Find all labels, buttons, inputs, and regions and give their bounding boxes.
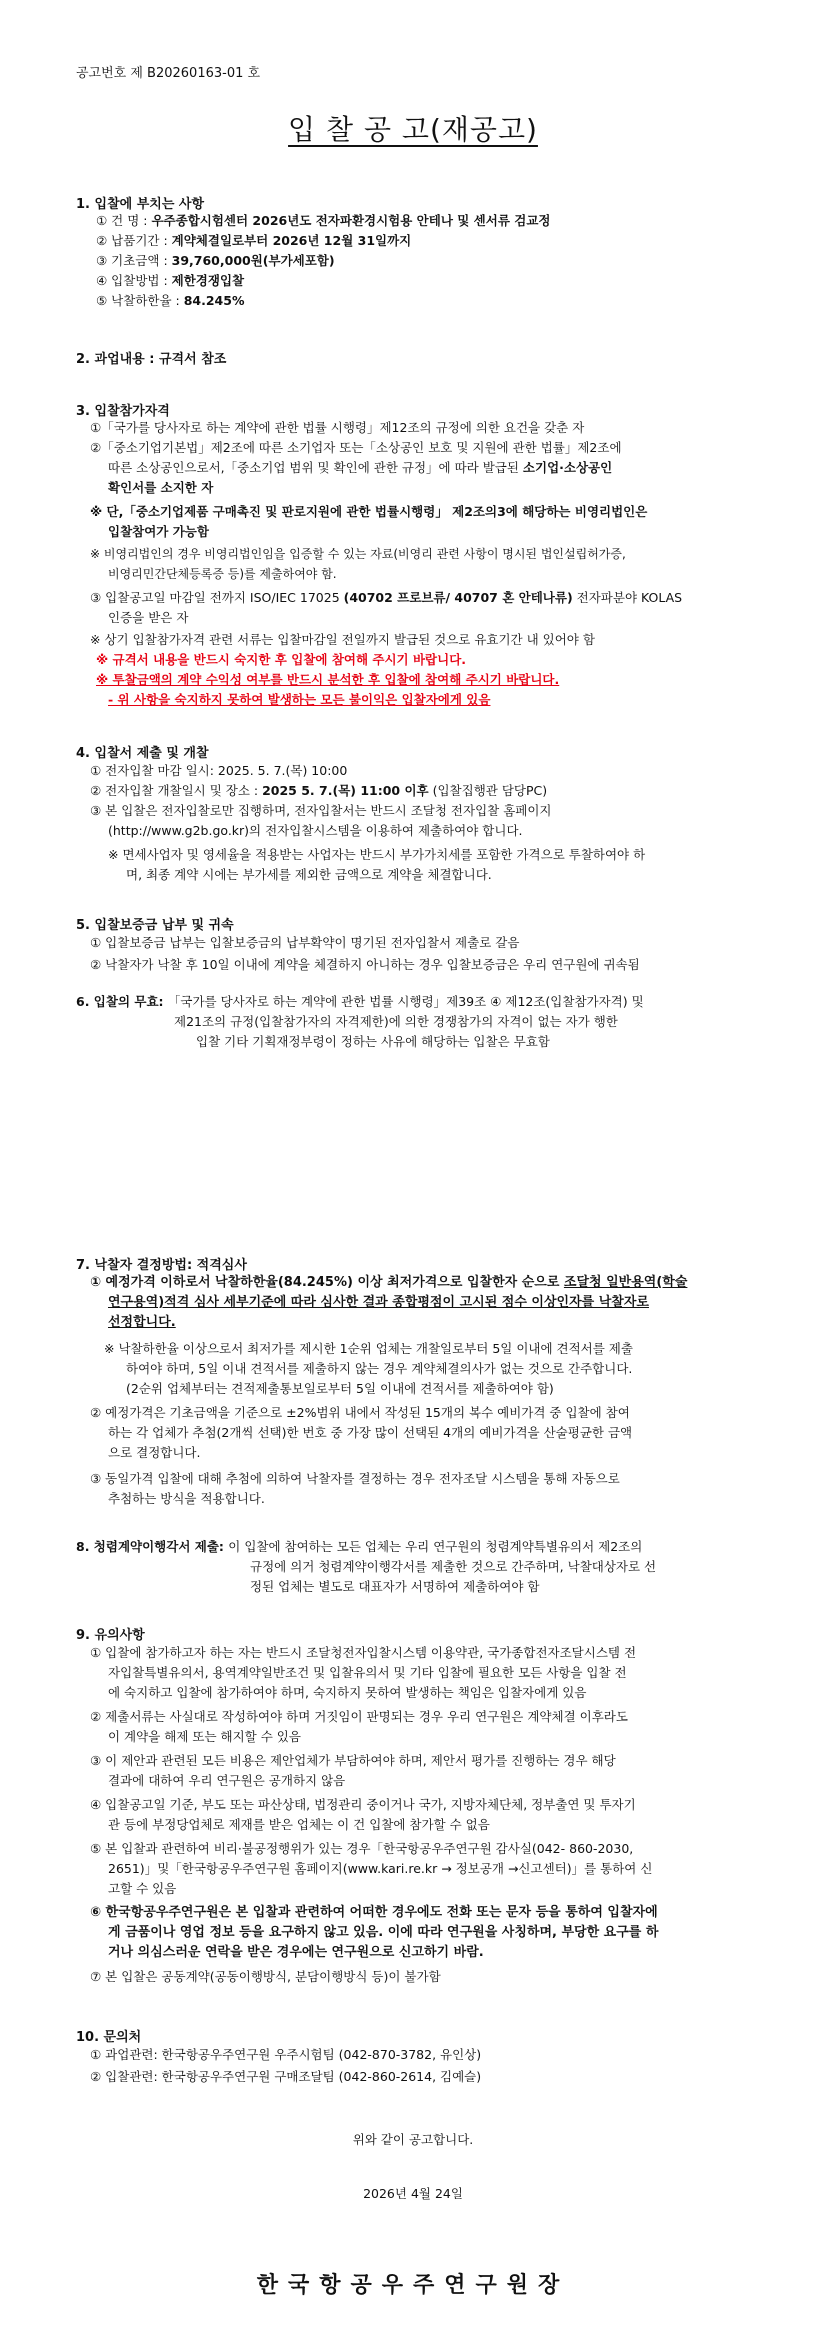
s7-line: ※ 낙찰하한율 이상으로서 최저가를 제시한 1순위 업체는 개찰일로부터 5일 이내에 견적서를 제출 (104, 1341, 633, 1356)
s9-line: 거나 의심스러운 연락을 받은 경우에는 연구원으로 신고하기 바람. (108, 1945, 484, 1960)
notice-date: 2026년 4월 24일 (363, 2186, 463, 2201)
s3-line: ※ 비영리법인의 경우 비영리법인임을 입증할 수 있는 자료(비영리 관련 사항이 명시된 법인설립허가증, (90, 547, 626, 561)
s9-line: ③ 이 제안과 관련된 모든 비용은 제안업체가 부담하여야 하며, 제안서 평가를 진행하는 경우 해당 (90, 1753, 616, 1768)
notice-number: 공고번호 제 B20260163-01 호 (76, 66, 261, 81)
signature: 한국항공우주연구원장 (256, 2272, 570, 2298)
s4-line: ③ 본 입찰은 전자입찰로만 집행하며, 전자입찰서는 반드시 조달청 전자입찰 홈페이지 (90, 803, 552, 818)
s4-line: 며, 최종 계약 시에는 부가세를 제외한 금액으로 계약을 체결합니다. (126, 867, 492, 882)
s4-line: ① 전자입찰 마감 일시: 2025. 5. 7.(목) 10:00 (90, 763, 348, 778)
s9-line: ⑤ 본 입찰과 관련하여 비리·불공정행위가 있는 경우「한국항공우주연구원 감사실(042- 860-2030, (90, 1841, 634, 1856)
s7-line: 으로 결정합니다. (108, 1445, 201, 1460)
section-2-heading: 2. 과업내용 : 규격서 참조 (76, 352, 227, 367)
s5-line: ① 입찰보증금 납부는 입찰보증금의 납부확약이 명기된 전자입찰서 제출로 갈음 (90, 935, 520, 950)
s9-line: 고할 수 있음 (108, 1881, 177, 1896)
s3-line: 확인서를 소지한 자 (108, 480, 214, 495)
section-9-heading: 9. 유의사항 (76, 1628, 145, 1643)
s9-line: 관 등에 부정당업체로 제재를 받은 업체는 이 건 입찰에 참가할 수 없음 (108, 1817, 490, 1832)
s7-line: 하는 각 업체가 추첨(2개씩 선택)한 번호 중 가장 많이 선택된 4개의 예비가격을 산술평균한 금액 (108, 1425, 633, 1440)
s6-line: 입찰 기타 기획재정부령이 정하는 사유에 해당하는 입찰은 무효함 (196, 1034, 550, 1049)
s9-line: 자입찰특별유의서, 용역계약일반조건 및 입찰유의서 및 기타 입찰에 필요한 모든 사항을 입찰 전 (108, 1665, 627, 1680)
s5-line: ② 낙찰자가 낙찰 후 10일 이내에 계약을 체결하지 아니하는 경우 입찰보증금은 우리 연구원에 귀속됨 (90, 957, 640, 972)
s3-line: ①「국가를 당사자로 하는 계약에 관한 법률 시행령」제12조의 규정에 의한 요건을 갖춘 자 (90, 420, 585, 435)
s9-line: ① 입찰에 참가하고자 하는 자는 반드시 조달청전자입찰시스템 이용약관, 국가종합전자조달시스템 전 (90, 1645, 637, 1660)
section-5-heading: 5. 입찰보증금 납부 및 귀속 (76, 918, 234, 933)
s3-line: ③ 입찰공고일 마감일 전까지 ISO/IEC 17025 (40702 프로브류/ 40707 혼 안테나류) 전자파분야 KOLAS (90, 590, 683, 605)
s8-line: 규정에 의거 청렴계약이행각서를 제출한 것으로 간주하며, 낙찰대상자로 선 (250, 1559, 657, 1574)
s3-line: ※ 단,「중소기업제품 구매촉진 및 판로지원에 관한 법률시행령」 제2조의3에 해당하는 비영리법인은 (90, 504, 648, 519)
s3-warning: ※ 투찰금액의 계약 수익성 여부를 반드시 분석한 후 입찰에 참여해 주시기 바랍니다. (96, 672, 560, 687)
s1-item-period: ② 납품기간 : 계약체결일로부터 2026년 12월 31일까지 (96, 233, 412, 248)
s7-line: ② 예정가격은 기초금액을 기준으로 ±2%범위 내에서 작성된 15개의 복수 예비가격 중 입찰에 참여 (90, 1405, 630, 1420)
section-10-heading: 10. 문의처 (76, 2030, 142, 2045)
s4-line: ② 전자입찰 개찰일시 및 장소 : 2025 5. 7.(목) 11:00 이후 (입찰집행관 담당PC) (90, 783, 548, 798)
s3-line: 비영리민간단체등록증 등)를 제출하여야 함. (108, 567, 337, 581)
s1-item-base-price: ③ 기초금액 : 39,760,000원(부가세포함) (96, 253, 335, 268)
s7-line: 하여야 하며, 5일 이내 견적서를 제출하지 않는 경우 계약체결의사가 없는 것으로 간주합니다. (126, 1361, 633, 1376)
s9-line: 게 금품이나 영업 정보 등을 요구하지 않고 있음. 이에 따라 연구원을 사칭하며, 부당한 요구를 하 (108, 1925, 659, 1940)
s7-line: ③ 동일가격 입찰에 대해 추첨에 의하여 낙찰자를 결정하는 경우 전자조달 시스템을 통해 자동으로 (90, 1471, 620, 1486)
s3-line: ②「중소기업기본법」제2조에 따른 소기업자 또는「소상공인 보호 및 지원에 관한 법률」제2조에 (90, 440, 622, 455)
s7-line: (2순위 업체부터는 견적제출통보일로부터 5일 이내에 견적서를 제출하여야 함) (126, 1381, 554, 1396)
section-3-heading: 3. 입찰참가자격 (76, 404, 170, 419)
s9-line: ④ 입찰공고일 기준, 부도 또는 파산상태, 법정관리 중이거나 국가, 지방자체단체, 정부출연 및 투자기 (90, 1797, 636, 1812)
s4-line: (http://www.g2b.go.kr)의 전자입찰시스템을 이용하여 제출하여야 합니다. (108, 823, 523, 838)
s10-line: ① 과업관련: 한국항공우주연구원 우주시험팀 (042-870-3782, 유인상) (90, 2047, 482, 2062)
s7-line: ① 예정가격 이하로서 낙찰하한율(84.245%) 이상 최저가격으로 입찰한자 순으로 조달청 일반용역(학술 (90, 1275, 688, 1290)
section-4-heading: 4. 입찰서 제출 및 개찰 (76, 746, 209, 761)
s7-line: 추첨하는 방식을 적용합니다. (108, 1491, 265, 1506)
s3-line: ※ 상기 입찰참가자격 관련 서류는 입찰마감일 전일까지 발급된 것으로 유효기간 내 있어야 함 (90, 632, 595, 647)
s9-line: ⑥ 한국항공우주연구원은 본 입찰과 관련하여 어떠한 경우에도 전화 또는 문자 등을 통하여 입찰자에 (90, 1905, 658, 1920)
s10-line: ② 입찰관련: 한국항공우주연구원 구매조달팀 (042-860-2614, 김예슬) (90, 2069, 482, 2084)
closing-text: 위와 같이 공고합니다. (352, 2132, 474, 2147)
section-8-heading: 8. 청렴계약이행각서 제출: (76, 1539, 229, 1554)
s7-line: 선정합니다. (108, 1315, 176, 1330)
section-7-heading: 7. 낙찰자 결정방법: 적격심사 (76, 1258, 247, 1273)
s6-line: 6. 입찰의 무효: 「국가를 당사자로 하는 계약에 관한 법률 시행령」제39조 ④ 제12조(입찰참가자격) 및 (76, 994, 644, 1009)
s9-line: 에 숙지하고 입찰에 참가하여야 하며, 숙지하지 못하여 발생하는 책임은 입찰자에게 있음 (108, 1685, 587, 1700)
s8-line: 정된 업체는 별도로 대표자가 서명하여 제출하여야 함 (250, 1579, 540, 1594)
s7-line: 연구용역)적격 심사 세부기준에 따라 심사한 결과 종합평점이 고시된 점수 이상인자를 낙찰자로 (108, 1295, 649, 1310)
s1-item-min-rate: ⑤ 낙찰하한율 : 84.245% (96, 293, 245, 308)
s1-item-bid-method: ④ 입찰방법 : 제한경쟁입찰 (96, 273, 245, 288)
s8-line: 8. 청렴계약이행각서 제출: 이 입찰에 참여하는 모든 업체는 우리 연구원의 청렴계약특별유의서 제2조의 (76, 1539, 643, 1554)
page-title: 입 찰 공 고(재공고) (288, 113, 538, 146)
s6-line: 제21조의 규정(입찰참가자의 자격제한)에 의한 경쟁참가의 자격이 없는 자가 행한 (174, 1014, 618, 1029)
s3-line: 따른 소상공인으로서,「중소기업 범위 및 확인에 관한 규정」에 따라 발급된 소기업·소상공인 (108, 460, 613, 475)
s9-line: 결과에 대하여 우리 연구원은 공개하지 않음 (108, 1773, 346, 1788)
s3-line: 인증을 받은 자 (108, 610, 189, 625)
s9-line: ② 제출서류는 사실대로 작성하여야 하며 거짓임이 판명되는 경우 우리 연구원은 계약체결 이후라도 (90, 1709, 628, 1724)
s9-line: 이 계약을 해제 또는 해지할 수 있음 (108, 1729, 301, 1744)
s1-item-name: ① 건 명 : 우주종합시험센터 2026년도 전자파환경시험용 안테나 및 센서류 검교정 (96, 213, 551, 228)
s4-line: ※ 면세사업자 및 영세율을 적용받는 사업자는 반드시 부가가치세를 포함한 가격으로 투찰하여야 하 (108, 847, 646, 862)
s3-warning: - 위 사항을 숙지하지 못하여 발생하는 모든 불이익은 입찰자에게 있음 (108, 692, 491, 707)
s3-warning: ※ 규격서 내용을 반드시 숙지한 후 입찰에 참여해 주시기 바랍니다. (96, 652, 467, 667)
section-6-heading: 6. 입찰의 무효: (76, 994, 168, 1009)
s3-line: 입찰참여가 가능함 (108, 524, 209, 539)
section-1-heading: 1. 입찰에 부치는 사항 (76, 197, 205, 212)
s9-line: ⑦ 본 입찰은 공동계약(공동이행방식, 분담이행방식 등)이 불가함 (90, 1969, 441, 1984)
s9-line: 2651)」및「한국항공우주연구원 홈페이지(www.kari.re.kr → 정보공개 →신고센터)」를 통하여 신 (108, 1861, 653, 1876)
